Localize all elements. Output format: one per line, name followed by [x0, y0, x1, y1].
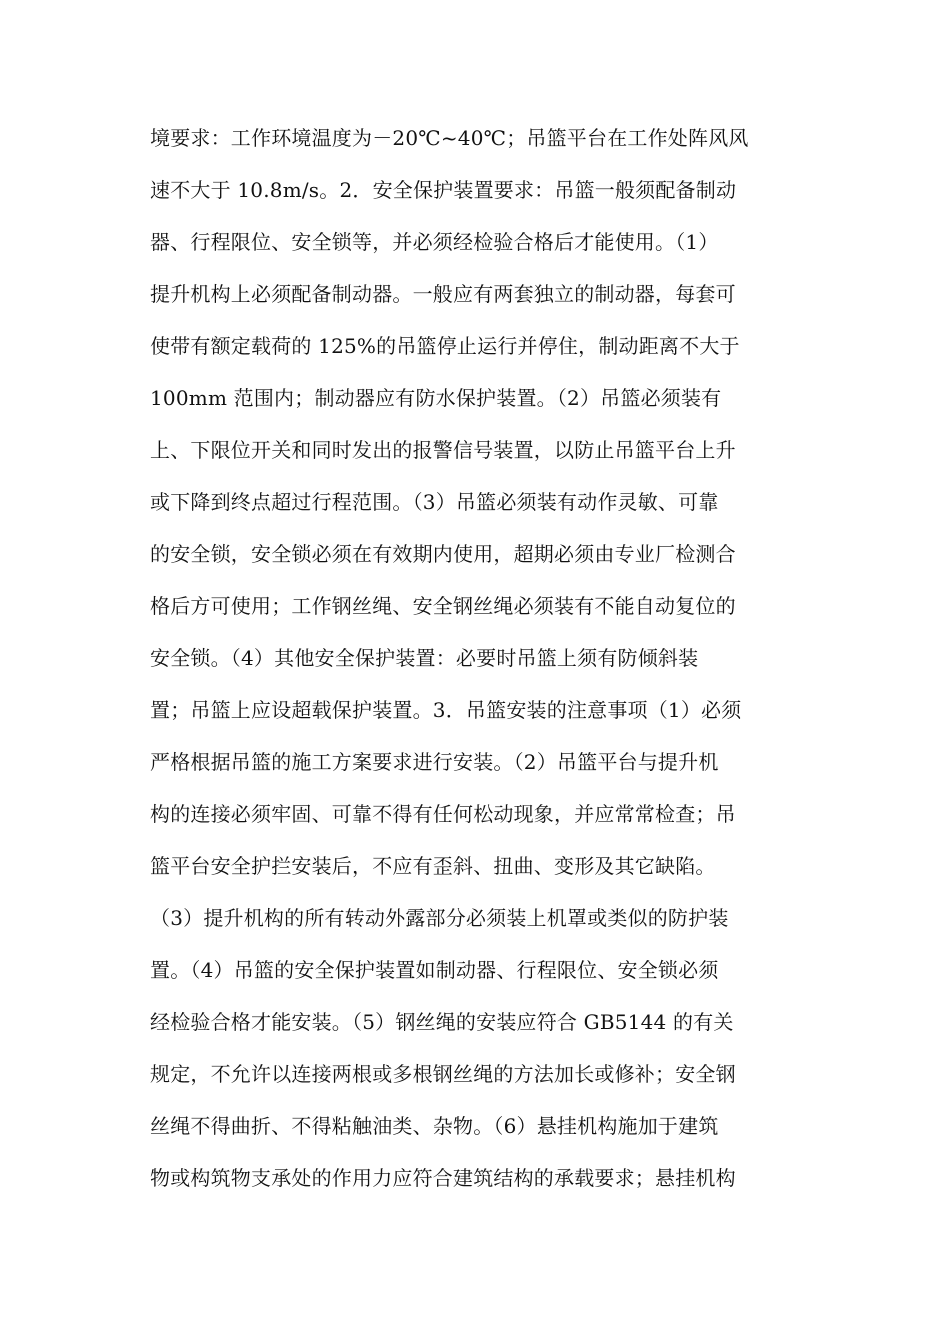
text-line: 物或构筑物支承处的作用力应符合建筑结构的承载要求；悬挂机构: [150, 1166, 736, 1190]
text-line: 或下降到终点超过行程范围。（3）吊篮必须装有动作灵敏、可靠: [150, 490, 719, 514]
text-line: 提升机构上必须配备制动器。一般应有两套独立的制动器，每套可: [150, 282, 736, 306]
text-line: 速不大于 10.8m/s。2．安全保护装置要求：吊篮一般须配备制动: [150, 178, 737, 202]
text-line: 经检验合格才能安装。（5）钢丝绳的安装应符合 GB5144 的有关: [150, 1010, 734, 1034]
text-line: 格后方可使用；工作钢丝绳、安全钢丝绳必须装有不能自动复位的: [150, 594, 736, 618]
text-line: 上、下限位开关和同时发出的报警信号装置，以防止吊篮平台上升: [150, 438, 736, 462]
text-line: 器、行程限位、安全锁等，并必须经检验合格后才能使用。（1）: [150, 230, 719, 254]
text-line: 规定，不允许以连接两根或多根钢丝绳的方法加长或修补；安全钢: [150, 1062, 736, 1086]
text-line: 严格根据吊篮的施工方案要求进行安装。（2）吊篮平台与提升机: [150, 750, 719, 774]
text-line: （3）提升机构的所有转动外露部分必须装上机罩或类似的防护装: [150, 906, 729, 930]
text-line: 篮平台安全护拦安装后，不应有歪斜、扭曲、变形及其它缺陷。: [150, 854, 716, 878]
text-line: 置。（4）吊篮的安全保护装置如制动器、行程限位、安全锁必须: [150, 958, 719, 982]
text-line: 的安全锁，安全锁必须在有效期内使用，超期必须由专业厂检测合: [150, 542, 736, 566]
text-line: 境要求：工作环境温度为－20℃~40℃；吊篮平台在工作处阵风风: [150, 126, 749, 150]
text-line: 构的连接必须牢固、可靠不得有任何松动现象，并应常常检查；吊: [150, 802, 736, 826]
text-line: 置；吊篮上应设超载保护装置。3．吊篮安装的注意事项（1）必须: [150, 698, 742, 722]
text-line: 100mm 范围内；制动器应有防水保护装置。（2）吊篮必须装有: [150, 386, 722, 410]
text-line: 使带有额定载荷的 125%的吊篮停止运行并停住，制动距离不大于: [150, 334, 740, 358]
text-line: 安全锁。（4）其他安全保护装置：必要时吊篮上须有防倾斜装: [150, 646, 699, 670]
text-line: 丝绳不得曲折、不得粘触油类、杂物。（6）悬挂机构施加于建筑: [150, 1114, 719, 1138]
